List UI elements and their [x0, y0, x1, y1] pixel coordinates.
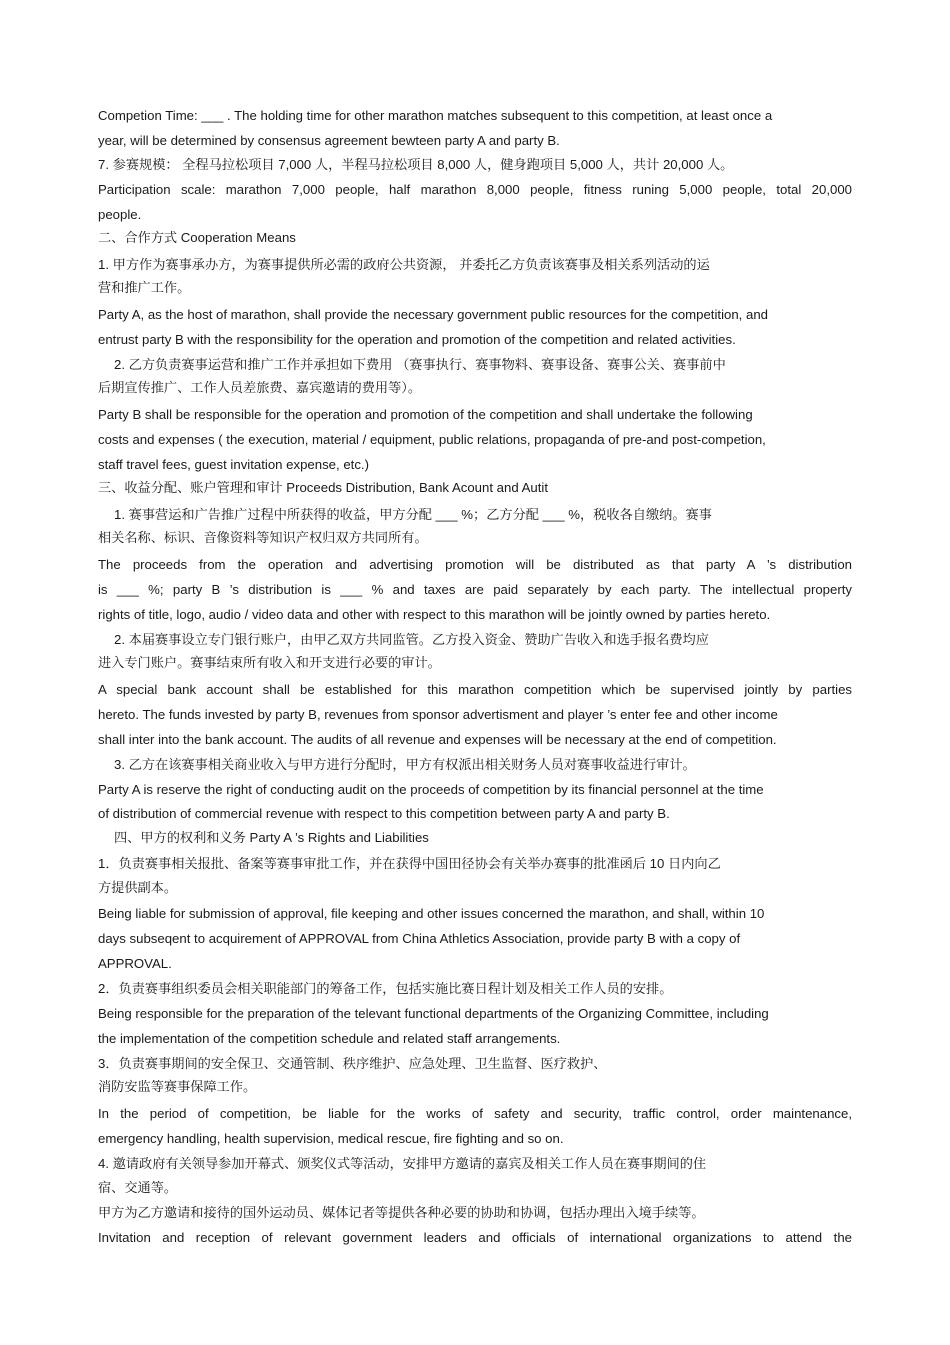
- doc-line: 1. 甲方作为赛事承办方，为赛事提供所必需的政府公共资源， 并委托乙方负责该赛事及相关系列活动的运: [98, 257, 710, 272]
- doc-line: 营和推广工作。: [98, 280, 191, 295]
- doc-line: 7. 参赛规模： 全程马拉松项目 7,000 人，半程马拉松项目 8,000 人，健身跑项目 5,000 人，共计 20,000 人。: [98, 157, 734, 172]
- doc-line: 4. 邀请政府有关领导参加开幕式、颁奖仪式等活动，安排甲方邀请的嘉宾及相关工作人员在赛事期间的住: [98, 1156, 707, 1171]
- doc-line: emergency handling, health supervision, medical rescue, fire fighting and so on.: [98, 1131, 564, 1146]
- doc-line: 3．负责赛事期间的安全保卫、交通管制、秩序维护、应急处理、卫生监督、医疗救护、: [98, 1056, 607, 1071]
- doc-line: Party A is reserve the right of conducting audit on the proceeds of competition by its financial personnel at the time: [98, 782, 764, 797]
- doc-line: Party A, as the host of marathon, shall provide the necessary government public resources for the competition, and: [98, 307, 768, 322]
- doc-line: Competion Time: ___ . The holding time for other marathon matches subsequent to this competition, at least once a: [98, 108, 773, 123]
- doc-line: rights of title, logo, audio / video data and other with respect to this marathon will be jointly owned by parties hereto.: [98, 607, 771, 622]
- doc-line: 2．负责赛事组织委员会相关职能部门的筹备工作，包括实施比赛日程计划及相关工作人员的安排。: [98, 981, 673, 996]
- doc-line: people.: [98, 207, 142, 222]
- section-heading: 四、甲方的权利和义务 Party A ’s Rights and Liabilities: [114, 830, 429, 845]
- doc-line: 方提供副本。: [98, 880, 178, 895]
- doc-line: hereto. The funds invested by party B, revenues from sponsor advertisment and player ’s enter fee and other income: [98, 707, 778, 722]
- doc-line: 3. 乙方在该赛事相关商业收入与甲方进行分配时，甲方有权派出相关财务人员对赛事收益进行审计。: [114, 757, 696, 772]
- doc-line: Invitation and reception of relevant government leaders and officials of international organizations to attend the: [98, 1230, 852, 1245]
- doc-line: days subseqent to acquirement of APPROVAL from China Athletics Association, provide party B with a copy of: [98, 931, 741, 946]
- doc-line: 1．负责赛事相关报批、备案等赛事审批工作，并在获得中国田径协会有关举办赛事的批准函后 10 日内向乙: [98, 856, 721, 871]
- doc-line: staff travel fees, guest invitation expense, etc.): [98, 457, 369, 472]
- doc-line: shall inter into the bank account. The audits of all revenue and expenses will be necessary at the end of competition.: [98, 732, 777, 747]
- doc-line: Being responsible for the preparation of the televant functional departments of the Organizing Committee, including: [98, 1006, 769, 1021]
- doc-line: 2. 乙方负责赛事运营和推广工作并承担如下费用 （赛事执行、赛事物料、赛事设备、赛事公关、赛事前中: [114, 357, 726, 372]
- doc-line: 进入专门账户。赛事结束所有收入和开支进行必要的审计。: [98, 655, 441, 670]
- doc-line: 2. 本届赛事设立专门银行账户，由甲乙双方共同监管。乙方投入资金、赞助广告收入和选手报名费均应: [114, 632, 709, 647]
- doc-line: 宿、交通等。: [98, 1180, 178, 1195]
- doc-line: is ___ %; party B ’s distribution is ___ % and taxes are paid separately by each party. The intellectual property: [98, 582, 852, 597]
- doc-line: 相关名称、标识、音像资料等知识产权归双方共同所有。: [98, 530, 428, 545]
- doc-line: APPROVAL.: [98, 956, 172, 971]
- doc-line: Participation scale: marathon 7,000 people, half marathon 8,000 people, fitness runing 5,000 people, total 20,000: [98, 182, 852, 197]
- section-heading: 二、合作方式 Cooperation Means: [98, 230, 296, 245]
- doc-line: costs and expenses ( the execution, material / equipment, public relations, propaganda of pre-and post-competion,: [98, 432, 766, 447]
- doc-line: The proceeds from the operation and advertising promotion will be distributed as that party A ’s distribution: [98, 557, 852, 572]
- doc-line: the implementation of the competition schedule and related staff arrangements.: [98, 1031, 561, 1046]
- doc-line: year, will be determined by consensus agreement bewteen party A and party B.: [98, 133, 560, 148]
- doc-line: Being liable for submission of approval, file keeping and other issues concerned the marathon, and shall, within 10: [98, 906, 765, 921]
- doc-line: 甲方为乙方邀请和接待的国外运动员、媒体记者等提供各种必要的协助和协调，包括办理出入境手续等。: [98, 1205, 705, 1220]
- section-heading: 三、收益分配、账户管理和审计 Proceeds Distribution, Bank Acount and Autit: [98, 480, 548, 495]
- doc-line: of distribution of commercial revenue with respect to this competition between party A and party B.: [98, 806, 670, 821]
- doc-line: A special bank account shall be established for this marathon competition which be supervised jointly by parties: [98, 682, 852, 697]
- doc-line: 消防安监等赛事保障工作。: [98, 1079, 257, 1094]
- doc-line: Party B shall be responsible for the operation and promotion of the competition and shall undertake the following: [98, 407, 753, 422]
- doc-line: 1. 赛事营运和广告推广过程中所获得的收益，甲方分配 ___ %；乙方分配 ___ %，税收各自缴纳。赛事: [114, 507, 712, 522]
- doc-line: In the period of competition, be liable for the works of safety and security, traffic control, order maintenance,: [98, 1106, 852, 1121]
- doc-line: entrust party B with the responsibility for the operation and promotion of the competition and related activities.: [98, 332, 736, 347]
- doc-line: 后期宣传推广、工作人员差旅费、嘉宾邀请的费用等）。: [98, 380, 422, 395]
